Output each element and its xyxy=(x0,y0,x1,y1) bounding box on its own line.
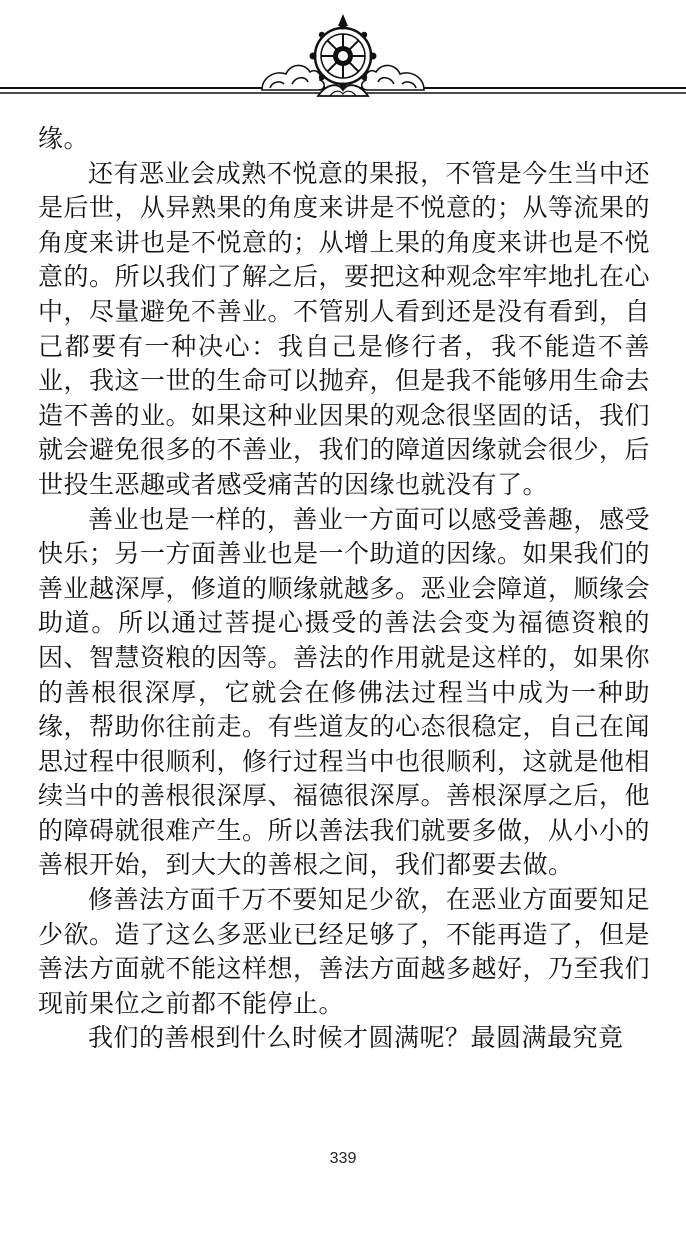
page-body xyxy=(38,122,650,1056)
paragraph-bad-karma: 还有恶业会成熟不悦意的果报，不管是今生当中还是后世，从异熟果的角度来讲是不悦意的；从等流果的角度来讲也是不悦意的；从增上果的角度来讲也是不悦意的。所以我们了解之后，要把这种观念牢牢地扎在心中，尽量避免不善业。不管别人看到还是没有看到，自己都要有一种决心：我自己是修行者，我不能造不善业，我这一世的生命可以抛弃，但是我不能够用生命去造不善的业。如果这种业因果的观念很坚固的话，我们就会避免很多的不善业，我们的障道因缘就会很少，后世投生恶趣或者感受痛苦的因缘也就没有了。 xyxy=(38,158,651,499)
paragraph-roots-complete: 我们的善根到什么时候才圆满呢？最圆满最究竟 xyxy=(88,1023,624,1053)
cloud-scroll-left-icon xyxy=(262,65,324,90)
page-header xyxy=(0,0,686,110)
paragraph-no-contentment: 修善法方面千万不要知足少欲，在恶业方面要知足少欲。造了这么多恶业已经足够了，不能再造了，但是善法方面就不能这样想，善法方面越多越好，乃至我们现前果位之前都不能停止。 xyxy=(38,885,651,1018)
cloud-scroll-right-icon xyxy=(362,65,424,90)
paragraph-continuation: 缘。 xyxy=(38,124,90,153)
paragraph-good-karma: 善业也是一样的，善业一方面可以感受善趣，感受快乐；另一方面善业也是一个助道的因缘。如果我们的善业越深厚，修道的顺缘就越多。恶业会障道，顺缘会助道。所以通过菩提心摄受的善法会变为福德资粮的因、智慧资粮的因等。善法的作用就是这样的，如果你的善根很深厚，它就会在修佛法过程当中成为一种助缘，帮助你往前走。有些道友的心态很稳定，自己在闻思过程中很顺利，修行过程当中也很顺利，这就是他相续当中的善根很深厚、福德很深厚。善根深厚之后，他的障碍就很难产生。所以善法我们就要多做，从小小的善根开始，到大大的善根之间，我们都要去做。 xyxy=(38,504,651,880)
header-ornament xyxy=(0,0,686,110)
page-number: 339 xyxy=(329,1150,357,1167)
